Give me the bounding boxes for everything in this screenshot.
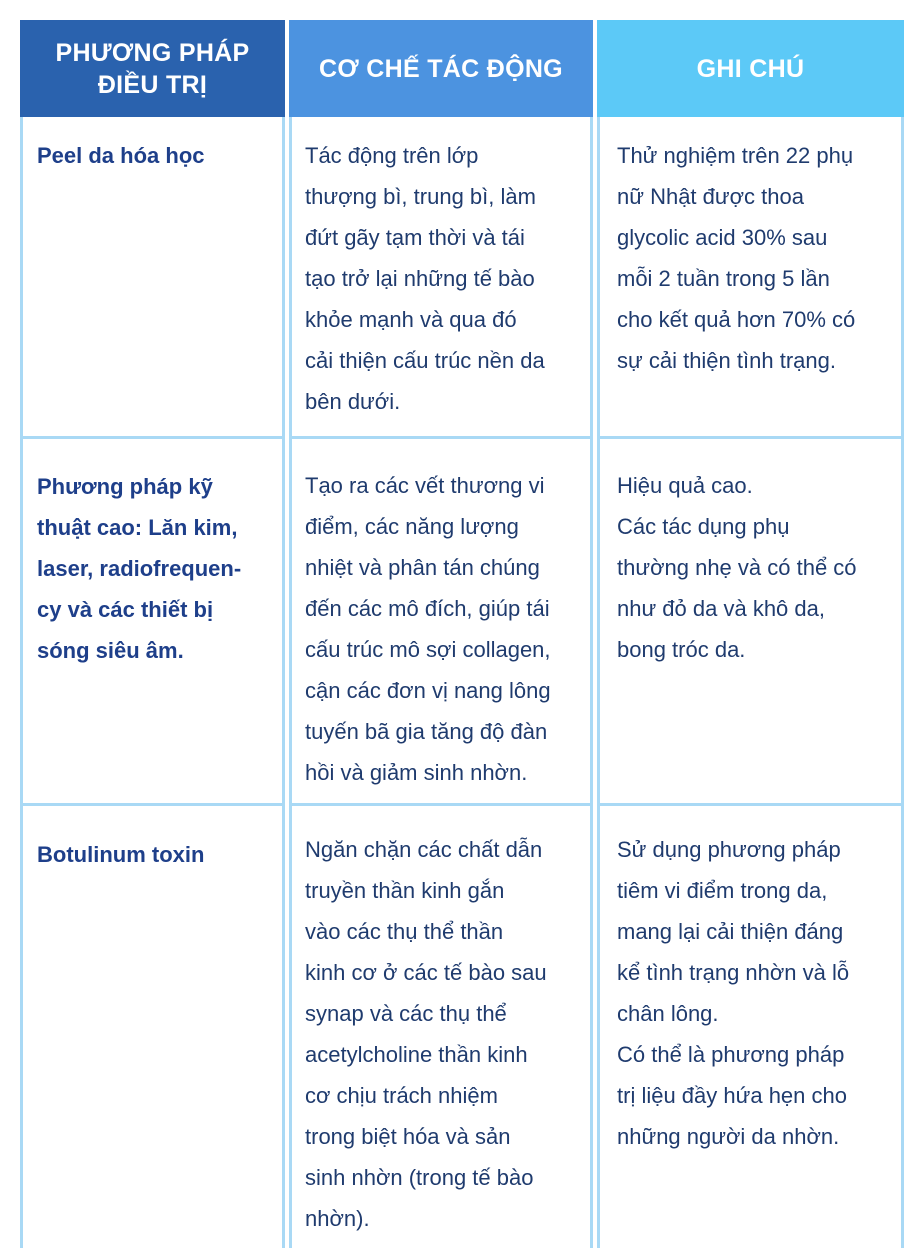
cell-mechanism: Tạo ra các vết thương vi điểm, các năng lượng nhiệt và phân tán chúng đến các mô đích, giúp tái cấu trúc mô sợi collagen, cận các đơn vị nang lông tuyến bã gia tăng độ đàn hồi và giảm sinh nhờn. [289,439,593,806]
cell-note: Hiệu quả cao. Các tác dụng phụ thường nhẹ và có thể có như đỏ da và khô da, bong tróc da. [597,439,904,806]
cell-mechanism: Ngăn chặn các chất dẫn truyền thần kinh gắn vào các thụ thể thần kinh cơ ở các tế bào sau synap và các thụ thể acetylcholine thần kinh cơ chịu trách nhiệm trong biệt hóa và sản sinh nhờn (trong tế bào nhờn). [289,806,593,1248]
header-method: PHƯƠNG PHÁP ĐIỀU TRỊ [20,20,285,117]
cell-method: Peel da hóa học [20,117,285,439]
cell-note: Sử dụng phương pháp tiêm vi điểm trong da, mang lại cải thiện đáng kể tình trạng nhờn và lỗ chân lông. Có thể là phương pháp trị liệu đầy hứa hẹn cho những người da nhờn. [597,806,904,1248]
cell-method: Botulinum toxin [20,806,285,1248]
cell-mechanism: Tác động trên lớp thượng bì, trung bì, làm đứt gãy tạm thời và tái tạo trở lại những tế bào khỏe mạnh và qua đó cải thiện cấu trúc nền da bên dưới. [289,117,593,439]
header-note: GHI CHÚ [597,20,904,117]
cell-note: Thử nghiệm trên 22 phụ nữ Nhật được thoa glycolic acid 30% sau mỗi 2 tuần trong 5 lần cho kết quả hơn 70% có sự cải thiện tình trạng. [597,117,904,439]
treatment-table [20,20,900,1248]
cell-method: Phương pháp kỹ thuật cao: Lăn kim, laser, radiofrequen- cy và các thiết bị sóng siêu âm. [20,439,285,806]
header-mechanism: CƠ CHẾ TÁC ĐỘNG [289,20,593,117]
